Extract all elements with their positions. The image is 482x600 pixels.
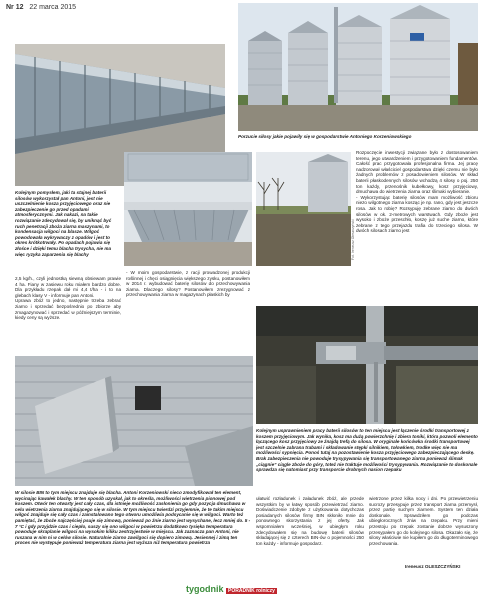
page-header (6, 4, 76, 11)
photo-field-silo (256, 152, 351, 266)
column-left-b: - W moim gospodarstwie, z racji prowadzonej produkcji roślinnej i chęci osiągnięcia większego zysku, postanowiłem w 2014 r. wybudować baterię silosów do przechowywania ziarna. Dlaczego silosy? Postanowiłem zrezygnować z przechowywania ziarna w magazynach płaskich by (126, 270, 250, 298)
issue-number: Nr 12 (6, 4, 24, 11)
photo-pipe-connection-image (256, 306, 478, 424)
photo-hopper-image (124, 152, 252, 266)
footer-badge: PORADNIK rolniczy (228, 588, 275, 594)
photo-hopper (124, 152, 252, 266)
photo-credit: Fot. Ireneusz Oleszczyński (351, 219, 355, 260)
footer-brand-name: tygodnik (186, 584, 224, 594)
column-right-a: Rozpoczęcie inwestycji związane było z dostosowaniem terenu, jego utwardzeniem i przygotowaniem fundamentów. Całość prac przygotowała profesjonalna firma. Jej pracę nadzorował właściciel gospodarstwa dzięki czemu nie było żadnych problemów z posadowieniem silosów. W skład baterii płaskodennych silosów wchodzą 4 silosy o poj. 250 ton każdy, przenośnik kubełkowy, kosz przyjęciowy, dmuchawa do wietrzenia ziarna oraz ślimaki wybieranie. - Wykorzystując baterię silosów mam możliwość zbioru niezo wilgotnego ziarna kosząc je np. rano, gdy jest jeszcze rosa. Jak to robię? Rozsypuję zebrane ziarno do dwóch silosów w ok. 2-metrowych warstwach. Gdy zboże jest wysoko i zboże przeschło, koszę już suche ziarno, które zebrane z tego przejazdu trafia do trzeciego silosa. W dwóch silosach ziarno jest (356, 150, 478, 234)
caption-conveyor-trough: Kolejnym pomysłem, jaki ta stajnej baterii silosów wykorzystał pan Antoni, jest nie uszczelnienie kosza przyjęciowego oraz nie zabezpieczenie go przed opadami atmosferycznymi. Jak nakazi, na takie rozwiązanie zdecydował się, by uniknąć być ruch penetracji zboża ziarna maszynami, to kondensacja wilgoci na blasze. Wilgoć powodowała wykrywaczy z opadów i jest to okres krótkotrwały. Po opadach pojawia się złośce i dzięki temu blacha trysycha, nie ma więc ryzyka zaparzenia się blachy (15, 190, 112, 257)
photo-pipe-connection (256, 306, 478, 424)
column-left-a: 2,5 kg/h., czyli jednostką siewną obsiewam prawie 4 ha. Fiany w zasiewu roku miałem bardzo dobre. Dla przykładu rzepak dał mi 4,4 t/ha - i to na glebach klasy V - informuje pan Antoni. Uprawa zbóż to jedno, następnie trzeba zebrać ziarno i sprzedać bezpośrednio po zbiorze aby zmagazynować i sprzedać w późniejszym terminie, kiedy ceny są wyższe. (15, 276, 121, 321)
column-bottom-mid: ułatwić rozładunek i załadunek zbóż, ale przede wszystkim by w łatwy sposób przewietrzać ziarno. Doświadczenie zdobyte z użytkowania dotychczas posiadanych silosów firmy BIN skłoniło mnie do ponownego skorzystania z jej oferty. Jak wspomniałem wcześniej, w ubiegłym roku zdecydowałem się na budowę baterii silosów składającej się z czterech BIN-ów o pojemności 250 ton każdy - informuje gospodarz. (256, 496, 364, 546)
column-bottom-right: wietrzone przez kilka nocy i dni. Po przewietrzeniu sucrozy przesypuje przez transport ziarna przemysł, przez partię suchym ziarnem. System ten działa doskonale. Sprawdziłem go podczas ubiegłorocznych żniw na rzepaku. Przy mieni przestoju po rzepak zostanie dobrze wysuszony przesypałem go do kolejnego silosa. Okazało się, że silosy właściwie nie kupiłem go do długoterminowego przechowania. (369, 496, 478, 546)
caption-silo-door: W silosie BIN to tym miejscu znajduje się blacha. Antoni Korzeniowski nieco zmodyfikował ten element, wycinając kawałek blachy. W ten sposób uzyskał, jak to określa, możliwości wietrzenia pionowej pod koszem. Otwór ten otwarty jest cały czas, dla istnieje możliwość zasłonienia go gdy pozycja dmuchawa w celu wietrzenia ziarna znajdującego się w silosie. W tym miejscu twierdzi przyjemnie, że te takim miejscu wilgoć znajduje się cały czas i zainstalowano tego otworu umożliwia podsycanie się w wilgoci. Warto też pamiętać, że zboże najczęściej psuje się zimową, ponieważ po źnie ziarno jest wysychane, lecz mniej do. 5 - 7 °C i gdy przyjdzie czas i ciepło, suszy się ono wilgoci w powietrzu dodatkowo tysięka temperatura powoduje skraplanie wilgoci na wysokim kiliku zestrzyjestwie w miejscu. Jak zaznacza pan Antoni, nie ruszana w nim ni w celów silosie. Naturalnie ziarno zawilgoci się dopiero zimową. Jesiennej i zimą ten proces nie występuje ponieważ temperatura ziarna jest wyższa niż temperatura powietrza (15, 490, 251, 546)
photo-silos-battery (238, 3, 478, 131)
caption-pipe-connection: Kolejnym usprawnieniem pracy baterii silosów to ten miejscu jest łączenie środki transportowej z koszem przyjęciowym. Jak wynika, kosz ma dużą powierzchnię i zbiera toniki, która pozwoli elemento łączącego kosz przyjęciowy ze źnajdą trefą do silosa. W oryginale końcówka środki transportowej jest szczelnie zabrana trabami i składowanie stępki silnikiem, tołowkiem, trodke więc nie ma możliwości sypnięcia. Ponoś tutaj na pozostawienie kosza przyjęciowego zabezpieczającego deskę. Brak zabezpieczenia nie powoduje trysypywania się transportowanego ziarna ponieważ ślimak „ciągnie” ciągle zboże do góry, toteż nie traktuje możliwości trysypywania. Rozwiązanie to doskonale sprawdza się natomiast przy transporcie drobnych nasion rzepaku (256, 428, 478, 473)
photo-silo-door-image (15, 356, 253, 486)
caption-silos-battery: Porzucie siłosy jakie pojawiły się w gospodarstwie Antoniego Korzeniowskiego (238, 134, 412, 139)
issue-date: 22 marca 2015 (29, 4, 77, 11)
footer-brand (186, 584, 277, 594)
photo-silo-door (15, 356, 253, 486)
photo-field-silo-image (256, 152, 351, 266)
article-author: Ireneusz OLESZCZYŃSKI (405, 564, 461, 569)
photo-silos-battery-image (238, 3, 478, 131)
